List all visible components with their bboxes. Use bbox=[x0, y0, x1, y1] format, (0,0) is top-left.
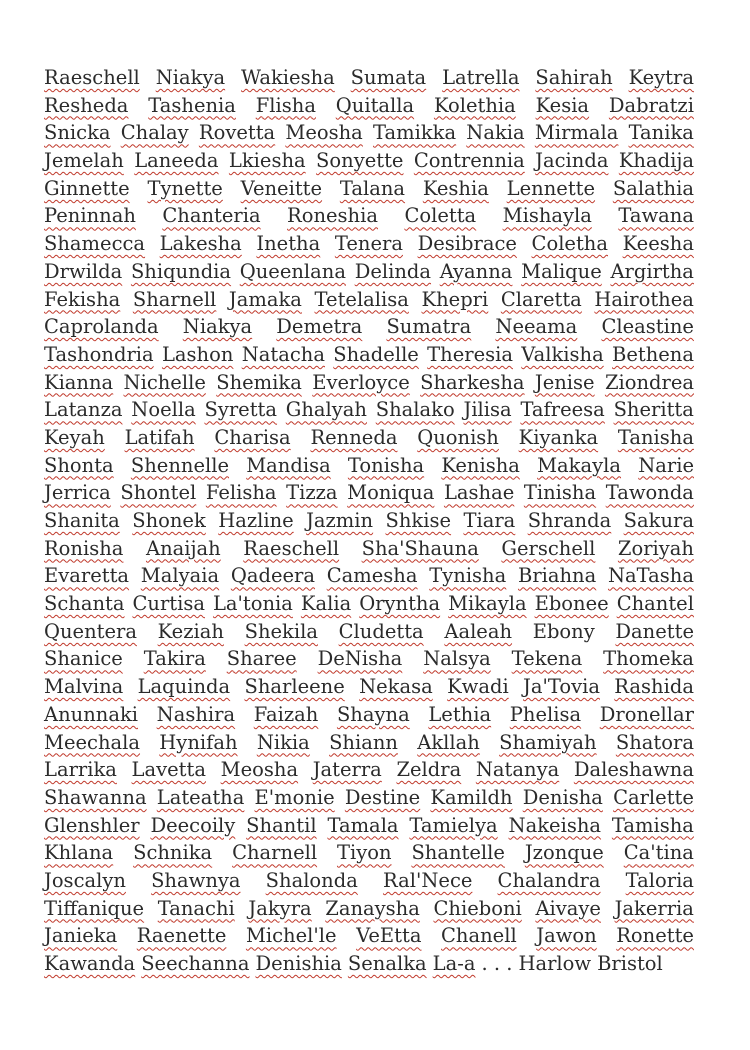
misspelled-name: Coletta bbox=[404, 204, 477, 228]
misspelled-name: Larrika bbox=[44, 758, 117, 782]
misspelled-name: Cludetta bbox=[338, 619, 424, 643]
misspelled-name: Shiann bbox=[329, 730, 398, 754]
text-line bbox=[44, 147, 694, 175]
misspelled-name: Kolethia bbox=[433, 93, 516, 117]
misspelled-name: Khlana bbox=[44, 841, 114, 865]
misspelled-name: Shanice bbox=[44, 647, 123, 671]
misspelled-name: Anaijah bbox=[145, 536, 221, 560]
misspelled-name: Nashira bbox=[156, 702, 236, 726]
misspelled-name: Shennelle bbox=[130, 453, 230, 477]
misspelled-name: Ronisha bbox=[44, 536, 124, 560]
misspelled-name: Kenisha bbox=[441, 453, 520, 477]
misspelled-name: Akllah bbox=[417, 730, 480, 754]
misspelled-name: Tafreesa bbox=[520, 398, 605, 422]
misspelled-name: Faizah bbox=[253, 702, 319, 726]
misspelled-name: Nalsya bbox=[423, 647, 491, 671]
misspelled-name: Claretta bbox=[500, 287, 582, 311]
misspelled-name: Shkise bbox=[385, 509, 452, 532]
misspelled-name: Schnika bbox=[133, 841, 213, 865]
misspelled-name: Janieka bbox=[44, 924, 118, 948]
text-line bbox=[44, 230, 694, 258]
misspelled-name: Valkisha bbox=[521, 342, 604, 366]
text-line bbox=[44, 64, 694, 92]
misspelled-name: Jilisa bbox=[463, 398, 512, 422]
misspelled-name: Charisa bbox=[214, 425, 291, 449]
misspelled-name: Qadeera bbox=[230, 564, 315, 588]
misspelled-name: Nakeisha bbox=[508, 813, 602, 837]
misspelled-name: Natanya bbox=[475, 758, 560, 782]
misspelled-name: Shawnya bbox=[151, 868, 241, 892]
misspelled-name: Noella bbox=[131, 398, 196, 422]
misspelled-name: Raeschell bbox=[243, 536, 340, 560]
misspelled-name: Raeschell bbox=[44, 66, 140, 89]
misspelled-name: Kesia bbox=[535, 93, 590, 117]
misspelled-name: Jakerria bbox=[614, 896, 694, 920]
misspelled-name: Shemika bbox=[216, 370, 302, 394]
misspelled-name: Tamala bbox=[327, 813, 399, 837]
misspelled-name: Keyah bbox=[44, 425, 105, 449]
misspelled-name: La-a bbox=[432, 952, 476, 975]
misspelled-name: Meosha bbox=[220, 758, 299, 782]
misspelled-name: Shamecca bbox=[44, 232, 146, 256]
misspelled-name: Shekila bbox=[244, 619, 318, 643]
misspelled-name: Malyaia bbox=[140, 564, 220, 588]
misspelled-name: Demetra bbox=[276, 315, 363, 339]
misspelled-name: Tanika bbox=[628, 121, 694, 145]
misspelled-name: Jamaka bbox=[228, 287, 302, 311]
misspelled-name: La'tonia bbox=[212, 592, 293, 616]
text-line bbox=[44, 92, 694, 120]
misspelled-name: Sahirah bbox=[535, 66, 613, 89]
misspelled-name: Sheritta bbox=[613, 398, 694, 422]
misspelled-name: Jawon bbox=[536, 924, 597, 948]
misspelled-name: Tiffanique bbox=[44, 896, 145, 920]
text-line bbox=[44, 590, 694, 618]
misspelled-name: Tynisha bbox=[429, 564, 507, 588]
misspelled-name: Seechanna bbox=[141, 952, 250, 975]
misspelled-name: Makayla bbox=[537, 453, 622, 477]
misspelled-name: Mishayla bbox=[502, 204, 592, 228]
misspelled-name: Shranda bbox=[527, 509, 612, 532]
misspelled-name: Shalonda bbox=[265, 868, 358, 892]
misspelled-name: Syretta bbox=[204, 398, 278, 422]
misspelled-name: Flisha bbox=[255, 93, 316, 117]
misspelled-name: Senalka bbox=[347, 952, 427, 975]
text-line bbox=[44, 313, 694, 341]
misspelled-name: Laquinda bbox=[137, 675, 231, 699]
misspelled-name: Ja'Tovia bbox=[523, 675, 600, 699]
misspelled-name: Moniqua bbox=[347, 481, 435, 505]
text-line bbox=[44, 950, 694, 978]
misspelled-name: Michel'le bbox=[245, 924, 337, 948]
misspelled-name: Jerrica bbox=[44, 481, 111, 505]
text-line bbox=[44, 258, 694, 286]
misspelled-name: Glenshler bbox=[44, 813, 140, 837]
misspelled-name: Lkiesha bbox=[228, 149, 306, 173]
misspelled-name: Anunnaki bbox=[44, 702, 138, 726]
text-line bbox=[44, 895, 694, 923]
misspelled-name: Ebonee bbox=[534, 592, 609, 616]
text-word: . . . bbox=[481, 952, 513, 975]
misspelled-name: Sharkesha bbox=[420, 370, 525, 394]
text-word: Harlow bbox=[518, 952, 592, 975]
misspelled-name: Shantelle bbox=[411, 841, 505, 865]
misspelled-name: Shatora bbox=[615, 730, 694, 754]
misspelled-name: Phelisa bbox=[509, 702, 582, 726]
misspelled-name: Shalako bbox=[375, 398, 455, 422]
misspelled-name: Narie bbox=[638, 453, 694, 477]
text-line bbox=[44, 645, 694, 673]
text-line bbox=[44, 729, 694, 757]
text-line bbox=[44, 286, 694, 314]
misspelled-name: Tashenia bbox=[148, 93, 236, 117]
misspelled-name: Tamielya bbox=[409, 813, 498, 837]
misspelled-name: Veneitte bbox=[240, 176, 323, 200]
misspelled-name: Ginnette bbox=[44, 176, 130, 200]
text-line bbox=[44, 341, 694, 369]
misspelled-name: Carlette bbox=[613, 785, 694, 809]
misspelled-name: Resheda bbox=[44, 93, 129, 117]
misspelled-name: Niakya bbox=[155, 66, 226, 89]
misspelled-name: Shonek bbox=[132, 509, 206, 532]
misspelled-name: Caprolanda bbox=[44, 315, 159, 339]
misspelled-name: Keytra bbox=[628, 66, 694, 89]
misspelled-name: Kianna bbox=[44, 370, 114, 394]
misspelled-name: Tawonda bbox=[605, 481, 694, 505]
misspelled-name: Talana bbox=[339, 176, 406, 200]
misspelled-name: Nakia bbox=[466, 121, 525, 145]
names-text-block bbox=[44, 64, 694, 978]
text-line bbox=[44, 202, 694, 230]
misspelled-name: Jakyra bbox=[248, 896, 312, 920]
misspelled-name: Everloyce bbox=[312, 370, 410, 394]
misspelled-name: Tynette bbox=[147, 176, 223, 200]
text-line bbox=[44, 673, 694, 701]
misspelled-name: Kalia bbox=[300, 592, 352, 616]
misspelled-name: Tenera bbox=[334, 232, 403, 256]
misspelled-name: Chantel bbox=[616, 592, 694, 616]
text-line bbox=[44, 867, 694, 895]
misspelled-name: Mikayla bbox=[448, 592, 527, 616]
misspelled-name: Contrennia bbox=[413, 149, 525, 173]
misspelled-name: Snicka bbox=[44, 121, 111, 145]
misspelled-name: Lethia bbox=[428, 702, 492, 726]
misspelled-name: Niakya bbox=[182, 315, 253, 339]
misspelled-name: Kamildh bbox=[430, 785, 513, 809]
misspelled-name: Chanell bbox=[441, 924, 517, 948]
misspelled-name: DeNisha bbox=[317, 647, 403, 671]
misspelled-name: Delinda bbox=[354, 259, 432, 283]
misspelled-name: Hazline bbox=[218, 509, 294, 532]
text-line bbox=[44, 369, 694, 397]
text-line bbox=[44, 175, 694, 203]
misspelled-name: Shayna bbox=[336, 702, 410, 726]
text-line bbox=[44, 784, 694, 812]
misspelled-name: Tanisha bbox=[617, 425, 694, 449]
text-line bbox=[44, 839, 694, 867]
misspelled-name: Shawanna bbox=[44, 785, 147, 809]
misspelled-name: Kawanda bbox=[44, 952, 136, 975]
misspelled-name: Destine bbox=[344, 785, 421, 809]
misspelled-name: Tinisha bbox=[523, 481, 597, 505]
text-line bbox=[44, 424, 694, 452]
misspelled-name: Keziah bbox=[157, 619, 224, 643]
misspelled-name: Tetelalisa bbox=[314, 287, 409, 311]
misspelled-name: Lashae bbox=[443, 481, 515, 505]
misspelled-name: Roneshia bbox=[287, 204, 378, 228]
misspelled-name: Sha'Shauna bbox=[361, 536, 479, 560]
misspelled-name: Ronette bbox=[616, 924, 694, 948]
misspelled-name: Denisha bbox=[522, 785, 603, 809]
misspelled-name: E'monie bbox=[254, 785, 335, 809]
misspelled-name: Sharee bbox=[226, 647, 297, 671]
misspelled-name: Camesha bbox=[326, 564, 418, 588]
text-line bbox=[44, 922, 694, 950]
misspelled-name: Nichelle bbox=[123, 370, 206, 394]
misspelled-name: Dronellar bbox=[599, 702, 694, 726]
misspelled-name: Fekisha bbox=[44, 287, 121, 311]
misspelled-name: Laneeda bbox=[134, 149, 219, 173]
text-line bbox=[44, 452, 694, 480]
text-line bbox=[44, 812, 694, 840]
misspelled-name: Tiara bbox=[463, 509, 516, 532]
misspelled-name: Lakesha bbox=[159, 232, 242, 256]
misspelled-name: Aaleah bbox=[444, 619, 513, 643]
misspelled-name: Quentera bbox=[44, 619, 137, 643]
misspelled-name: Lennette bbox=[506, 176, 596, 200]
misspelled-name: Quonish bbox=[417, 425, 499, 449]
misspelled-name: Deecoily bbox=[150, 813, 236, 837]
misspelled-name: Khadija bbox=[618, 149, 694, 173]
misspelled-name: Sumata bbox=[350, 66, 427, 89]
text-line bbox=[44, 119, 694, 147]
misspelled-name: Meechala bbox=[44, 730, 141, 754]
misspelled-name: Lashon bbox=[161, 342, 234, 366]
misspelled-name: Charnell bbox=[232, 841, 318, 865]
text-line bbox=[44, 701, 694, 729]
misspelled-name: Hynifah bbox=[159, 730, 238, 754]
misspelled-name: Natacha bbox=[241, 342, 325, 366]
misspelled-name: Coletha bbox=[531, 232, 608, 256]
misspelled-name: Bethena bbox=[612, 342, 694, 366]
misspelled-name: Chieboni bbox=[433, 896, 522, 920]
misspelled-name: Neeama bbox=[495, 315, 578, 339]
misspelled-name: Zanaysha bbox=[325, 896, 420, 920]
text-word: Ebony bbox=[532, 619, 595, 643]
misspelled-name: Malvina bbox=[44, 675, 124, 699]
misspelled-name: Taloria bbox=[625, 868, 694, 892]
misspelled-name: NaTasha bbox=[607, 564, 694, 588]
misspelled-name: Shiqundia bbox=[130, 259, 232, 283]
misspelled-name: Thomeka bbox=[603, 647, 694, 671]
misspelled-name: Ral'Nece bbox=[382, 868, 473, 892]
misspelled-name: Briahna bbox=[517, 564, 597, 588]
text-line bbox=[44, 756, 694, 784]
text-line bbox=[44, 396, 694, 424]
misspelled-name: Peninnah bbox=[44, 204, 136, 228]
misspelled-name: Lateatha bbox=[156, 785, 245, 809]
text-word: Bristol bbox=[597, 952, 663, 975]
misspelled-name: Denishia bbox=[255, 952, 342, 975]
misspelled-name: Dabratzi bbox=[608, 93, 694, 117]
misspelled-name: Chalay bbox=[120, 121, 189, 145]
misspelled-name: Schanta bbox=[44, 592, 125, 616]
misspelled-name: Lavetta bbox=[131, 758, 206, 782]
misspelled-name: Chanteria bbox=[162, 204, 261, 228]
misspelled-name: Jacinda bbox=[535, 149, 609, 173]
misspelled-name: VeEtta bbox=[356, 924, 422, 948]
misspelled-name: Theresia bbox=[427, 342, 513, 366]
misspelled-name: Latrella bbox=[442, 66, 520, 89]
misspelled-name: Latifah bbox=[124, 425, 195, 449]
misspelled-name: Sakura bbox=[623, 509, 694, 532]
text-line bbox=[44, 562, 694, 590]
misspelled-name: Felisha bbox=[205, 481, 277, 505]
misspelled-name: Inetha bbox=[256, 232, 321, 256]
misspelled-name: Nikia bbox=[256, 730, 310, 754]
misspelled-name: Zeldra bbox=[396, 758, 462, 782]
misspelled-name: Jenise bbox=[534, 370, 595, 394]
misspelled-name: Khepri bbox=[421, 287, 489, 311]
misspelled-name: Tizza bbox=[286, 481, 338, 505]
misspelled-name: Jzonque bbox=[524, 841, 604, 865]
misspelled-name: Cleastine bbox=[601, 315, 694, 339]
misspelled-name: Kwadi bbox=[447, 675, 509, 699]
misspelled-name: Sharnell bbox=[132, 287, 217, 311]
misspelled-name: Danette bbox=[615, 619, 694, 643]
misspelled-name: Aivaye bbox=[535, 896, 601, 920]
misspelled-name: Tanachi bbox=[157, 896, 235, 920]
misspelled-name: Mandisa bbox=[246, 453, 331, 477]
misspelled-name: Kiyanka bbox=[518, 425, 599, 449]
misspelled-name: Curtisa bbox=[132, 592, 205, 616]
misspelled-name: Chalandra bbox=[497, 868, 601, 892]
misspelled-name: Keesha bbox=[622, 232, 694, 256]
misspelled-name: Queenlana bbox=[239, 259, 346, 283]
misspelled-name: Nekasa bbox=[359, 675, 433, 699]
text-line bbox=[44, 535, 694, 563]
misspelled-name: Shantil bbox=[246, 813, 317, 837]
misspelled-name: Wakiesha bbox=[241, 66, 335, 89]
misspelled-name: Keshia bbox=[422, 176, 489, 200]
misspelled-name: Tashondria bbox=[44, 342, 154, 366]
text-line bbox=[44, 618, 694, 646]
misspelled-name: Ayanna bbox=[439, 259, 513, 283]
misspelled-name: Sonyette bbox=[316, 149, 404, 173]
misspelled-name: Tawana bbox=[618, 204, 694, 228]
misspelled-name: Tekena bbox=[511, 647, 583, 671]
text-line bbox=[44, 479, 694, 507]
misspelled-name: Tiyon bbox=[336, 841, 392, 865]
misspelled-name: Daleshawna bbox=[573, 758, 694, 782]
misspelled-name: Tamisha bbox=[611, 813, 694, 837]
misspelled-name: Tamikka bbox=[373, 121, 457, 145]
misspelled-name: Argirtha bbox=[610, 259, 694, 283]
misspelled-name: Ghalyah bbox=[285, 398, 367, 422]
misspelled-name: Jazmin bbox=[306, 509, 374, 532]
misspelled-name: Shadelle bbox=[333, 342, 419, 366]
misspelled-name: Salathia bbox=[612, 176, 694, 200]
misspelled-name: Shamiyah bbox=[499, 730, 597, 754]
misspelled-name: Mirmala bbox=[534, 121, 619, 145]
misspelled-name: Jaterra bbox=[312, 758, 382, 782]
misspelled-name: Sumatra bbox=[386, 315, 472, 339]
misspelled-name: Tonisha bbox=[347, 453, 425, 477]
misspelled-name: Zoriyah bbox=[617, 536, 694, 560]
misspelled-name: Drwilda bbox=[44, 259, 123, 283]
text-line bbox=[44, 507, 694, 535]
misspelled-name: Malique bbox=[521, 259, 602, 283]
misspelled-name: Sharleene bbox=[244, 675, 345, 699]
misspelled-name: Shonta bbox=[44, 453, 114, 477]
misspelled-name: Rashida bbox=[614, 675, 694, 699]
misspelled-name: Rovetta bbox=[198, 121, 276, 145]
misspelled-name: Oryntha bbox=[359, 592, 441, 616]
misspelled-name: Hairothea bbox=[594, 287, 694, 311]
misspelled-name: Jemelah bbox=[44, 149, 124, 173]
misspelled-name: Renneda bbox=[310, 425, 398, 449]
misspelled-name: Joscalyn bbox=[44, 868, 126, 892]
misspelled-name: Shontel bbox=[120, 481, 197, 505]
misspelled-name: Gerschell bbox=[501, 536, 596, 560]
misspelled-name: Quitalla bbox=[335, 93, 415, 117]
misspelled-name: Desibrace bbox=[417, 232, 517, 256]
misspelled-name: Ca'tina bbox=[623, 841, 694, 865]
misspelled-name: Evaretta bbox=[44, 564, 130, 588]
misspelled-name: Takira bbox=[143, 647, 206, 671]
misspelled-name: Meosha bbox=[285, 121, 363, 145]
misspelled-name: Ziondrea bbox=[604, 370, 694, 394]
misspelled-name: Shanita bbox=[44, 509, 120, 532]
misspelled-name: Latanza bbox=[44, 398, 123, 422]
misspelled-name: Raenette bbox=[136, 924, 227, 948]
